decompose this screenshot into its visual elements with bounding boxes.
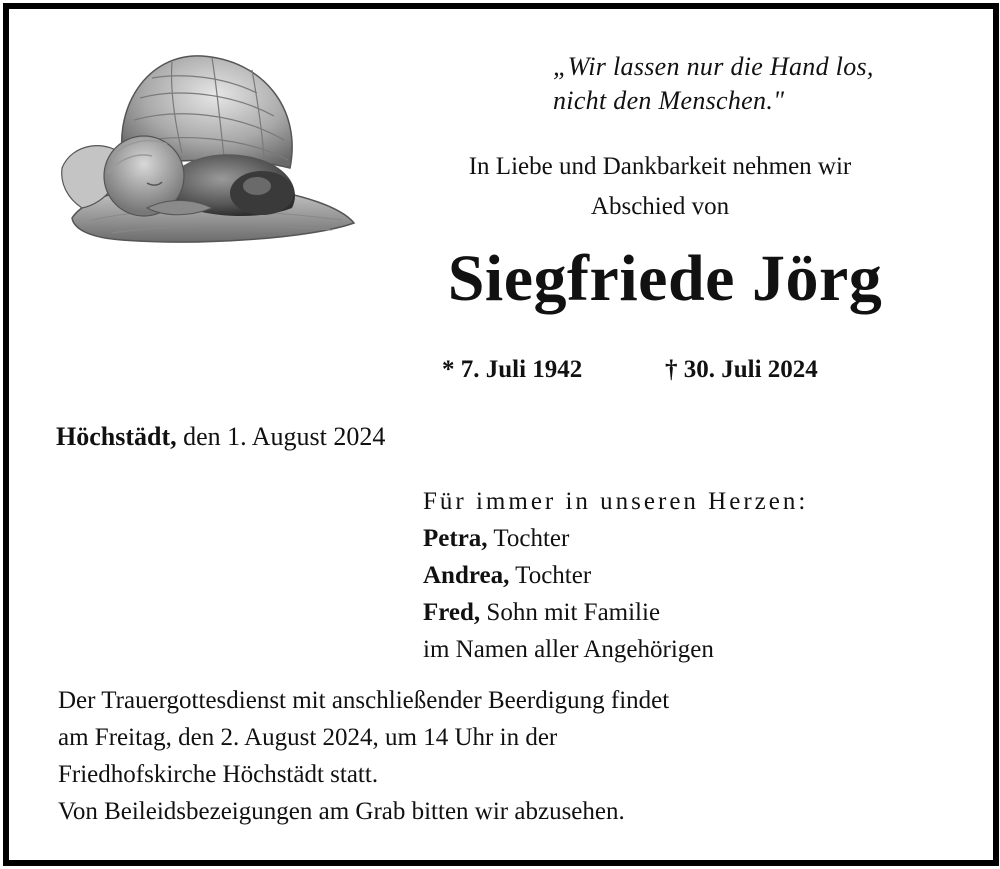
deceased-name: Siegfriede Jörg: [447, 242, 883, 315]
quote-line-1: „Wir lassen nur die Hand los,: [553, 52, 874, 81]
place-and-date: [56, 422, 385, 452]
mourner-name: Andrea,: [423, 562, 510, 589]
mourners-heading: Für immer in unseren Herzen:: [423, 488, 809, 515]
mourner-entry: [423, 557, 808, 594]
mourner-entry: [423, 594, 808, 631]
memorial-quote: [553, 50, 874, 118]
mourner-name: Fred,: [423, 599, 481, 626]
intro-line-2: Abschied von: [590, 193, 730, 220]
death-date: † 30. Juli 2024: [665, 356, 818, 383]
birth-date: * 7. Juli 1942: [442, 356, 583, 383]
mourner-relation: Sohn mit Familie: [486, 599, 661, 626]
mourner-relation: Tochter: [515, 562, 592, 589]
quote-line-2: nicht den Menschen.": [553, 86, 785, 115]
place-name: Höchstädt,: [56, 422, 177, 451]
mourners-list: [423, 483, 808, 668]
service-line: am Freitag, den 2. August 2024, um 14 Uhr in der: [58, 724, 558, 751]
mourner-entry: [423, 520, 808, 557]
service-line: Von Beileidsbezeigungen am Grab bitten wir abzusehen.: [58, 798, 625, 825]
sleeping-angel-figurine-icon: [52, 48, 358, 250]
intro-line-1: In Liebe und Dankbarkeit nehmen wir: [468, 153, 852, 180]
mourner-relation: Tochter: [493, 525, 570, 552]
farewell-intro: [360, 147, 960, 227]
mourners-footer: im Namen aller Angehörigen: [423, 636, 714, 663]
service-line: Der Trauergottesdienst mit anschließender Beerdigung findet: [58, 687, 670, 714]
service-line: Friedhofskirche Höchstädt statt.: [58, 761, 379, 788]
mourner-name: Petra,: [423, 525, 488, 552]
announcement-date: den 1. August 2024: [183, 422, 386, 451]
service-notice: [58, 682, 669, 830]
